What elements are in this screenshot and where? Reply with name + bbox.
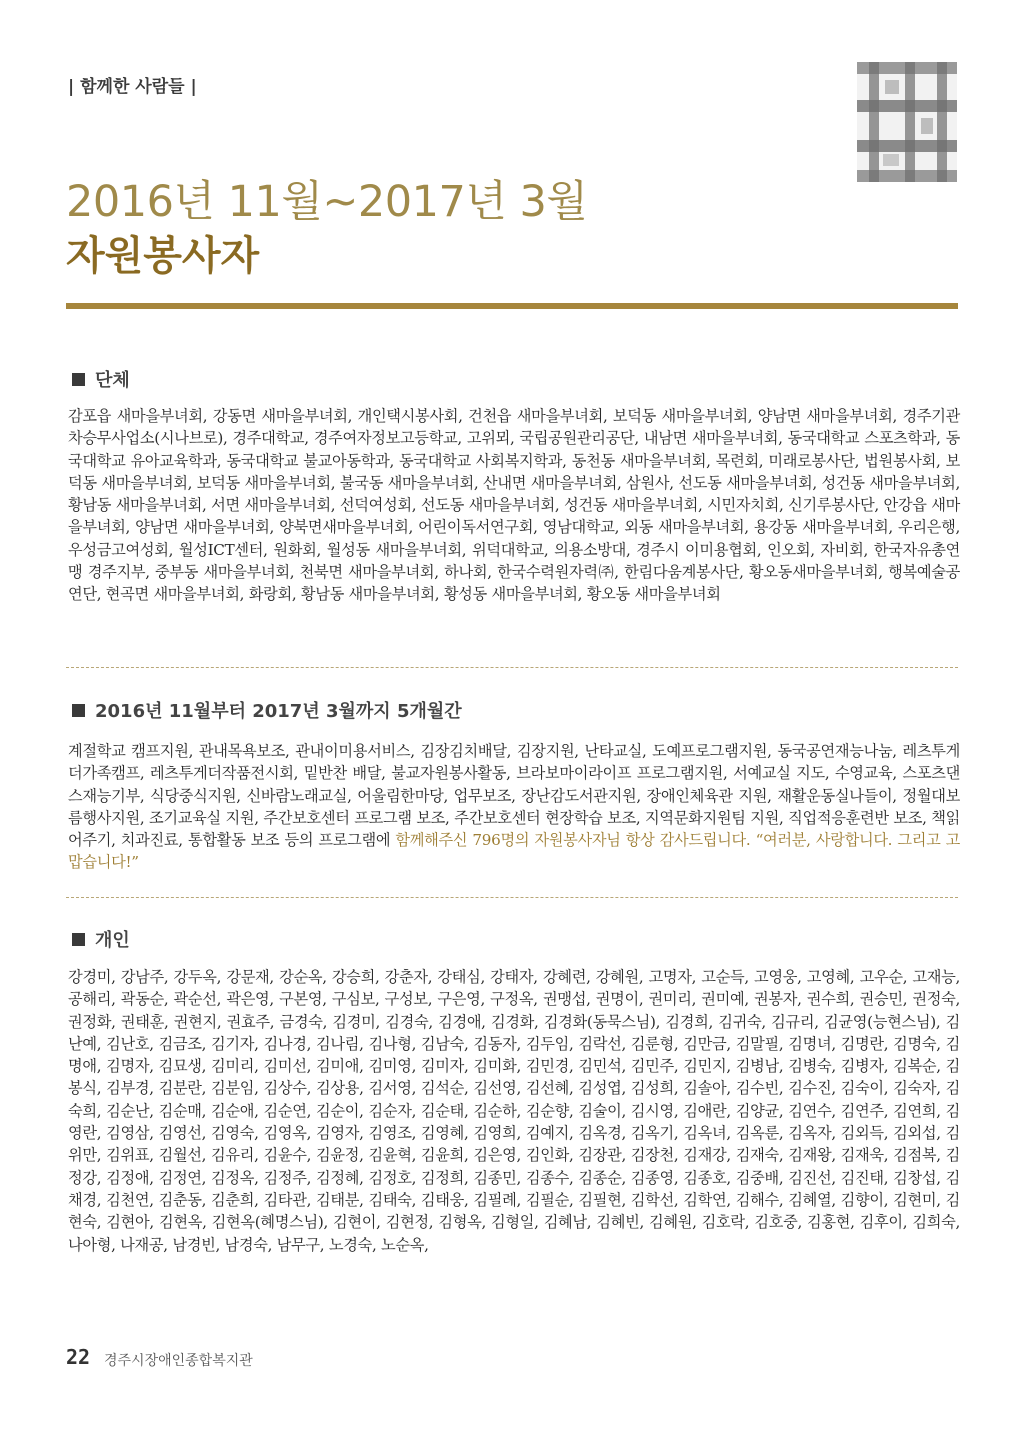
groups-list: 감포읍 새마을부녀회, 강동면 새마을부녀회, 개인택시봉사회, 건천읍 새마을부녀회, 보덕동 새마을부녀회, 양남면 새마을부녀회, 경주기관차승무사업소(시나브로), 경주대학교, 경주여자정보고등학교, 고위뫼, 국립공원관리공단, 내남면 새마을부녀회, 동국대학교 스포츠학과, 동국대학교 유아교육학과, 동국대학교 불교아동학과, 동국대학교 사회복지학과, 동천동 새마을부녀회, 목련회, 미래로봉사단, 법원봉사회, 보덕동 새마을부녀회, 보덕동 새마을부녀회, 불국동 새마을부녀회, 산내면 새마을부녀회, 삼원사, 선도동 새마을부녀회, 성건동 새마을부녀회, 황남동 새마을부녀회, 서면 새마을부녀회, 선덕여성회, 선도동 새마을부녀회, 성건동 새마을부녀회, 시민자치회, 신기루봉사단, 안강읍 새마을부녀회, 양남면 새마을부녀회, 양북면새마을부녀회, 어린이독서연구회, 영남대학교, 외동 새마을부녀회, 용강동 새마을부녀회, 우리은행, 우성금고여성회, 월성ICT센터, 원화회, 월성동 새마을부녀회, 위덕대학교, 의용소방대, 경주시 이미용협회, 인오회, 자비회, 한국자유총연맹 경주지부, 중부동 새마을부녀회, 천북면 새마을부녀회, 하나회, 한국수력원자력㈜, 한림다움계봉사단, 황오동새마을부녀회, 행복예술공연단, 현곡면 새마을부녀회, 화랑회, 황남동 새마을부녀회, 황성동 새마을부녀회, 황오동 새마을부녀회 <box>68 407 960 604</box>
footer-organization: 경주시장애인종합복지관 <box>104 1353 253 1369</box>
section-divider <box>66 667 958 668</box>
programs-text: 계절학교 캠프지원, 관내목욕보조, 관내이미용서비스, 김장김치배달, 김장지원, 난타교실, 도예프로그램지원, 동국공연재능나눔, 레츠투게더가족캠프, 레츠투게더작품전시회, 밑반찬 배달, 불교자원봉사활동, 브라보마이라이프 프로그램지원, 서예교실 지도, 수영교육, 스포츠댄스재능기부, 식당중식지원, 신바람노래교실, 어울림한마당, 업무보조, 장난감도서관지원, 장애인체육관 지원, 재활운동실나들이, 정월대보름행사지원, 조기교육실 지원, 주간보호센터 프로그램 보조, 주간보호센터 현장학습 보조, 지역문화지원팀 지원, 직업적응훈련반 보조, 책읽어주기, 치과진료, 통합활동 보조 등의 프로그램에 <box>68 742 960 850</box>
square-bullet-icon <box>72 373 85 386</box>
programs-heading <box>72 697 462 723</box>
individuals-heading-label: 개인 <box>95 930 130 951</box>
page-number: 22 <box>66 1345 91 1369</box>
page-title: 자원봉사자 <box>66 233 260 279</box>
programs-heading-label: 2016년 11월부터 2017년 3월까지 5개월간 <box>95 701 462 722</box>
square-bullet-icon <box>72 704 85 717</box>
groups-heading-label: 단체 <box>95 370 130 391</box>
individuals-heading <box>72 926 130 952</box>
programs-list <box>68 740 960 874</box>
section-divider <box>66 897 958 898</box>
title-divider <box>66 303 958 309</box>
section-tag: | 함께한 사람들 | <box>68 77 197 97</box>
individuals-list: 강경미, 강남주, 강두옥, 강문재, 강순옥, 강승희, 강춘자, 강태심, 강태자, 강혜련, 강혜원, 고명자, 고순득, 고영웅, 고영혜, 고우순, 고재능, 공해리, 곽동순, 곽순선, 곽은영, 구본영, 구심보, 구성보, 구은영, 구정옥, 권맹섭, 권명이, 권미리, 권미예, 권봉자, 권수희, 권승민, 권정숙, 권정화, 권태훈, 권현지, 권효주, 금경숙, 김경미, 김경숙, 김경애, 김경화, 김경화(동묵스님), 김경희, 김귀숙, 김규리, 김균영(능현스님), 김난예, 김난호, 김금조, 김기자, 김나경, 김나림, 김나형, 김남숙, 김동자, 김두임, 김락선, 김룬형, 김만금, 김말필, 김명녀, 김명란, 김명숙, 김명애, 김명자, 김묘생, 김미리, 김미선, 김미애, 김미영, 김미자, 김미화, 김민경, 김민석, 김민주, 김민지, 김병남, 김병숙, 김병자, 김복순, 김봉식, 김부경, 김분란, 김분임, 김상수, 김상용, 김서영, 김석순, 김선영, 김선혜, 김성엽, 김성희, 김솔아, 김수빈, 김수진, 김숙이, 김숙자, 김숙희, 김순난, 김순매, 김순애, 김순연, 김순이, 김순자, 김순태, 김순하, 김순향, 김술이, 김시영, 김애란, 김양균, 김연수, 김연주, 김연희, 김영란, 김영삼, 김영선, 김영숙, 김영옥, 김영자, 김영조, 김영혜, 김영희, 김예지, 김옥경, 김옥기, 김옥녀, 김옥룬, 김옥자, 김외득, 김외섭, 김위만, 김위표, 김월선, 김유리, 김윤수, 김윤정, 김윤혁, 김윤희, 김은영, 김인화, 김장관, 김장천, 김재강, 김재숙, 김재왕, 김재욱, 김점복, 김정강, 김정애, 김정연, 김정옥, 김정주, 김정혜, 김정호, 김정희, 김종민, 김종수, 김종순, 김종영, 김종호, 김중배, 김진선, 김진태, 김창섭, 김채경, 김천연, 김춘동, 김춘희, 김타관, 김태분, 김태숙, 김태웅, 김필례, 김필순, 김필현, 김학선, 김학연, 김해수, 김혜열, 김향이, 김현미, 김현숙, 김현아, 김현옥, 김현옥(혜명스님), 김현이, 김현정, 김형옥, 김형일, 김혜남, 김혜빈, 김혜원, 김호락, 김호중, 김홍현, 김후이, 김희숙, 나아형, 나재공, 남경빈, 남경숙, 남무구, 노경숙, 노순옥, <box>68 968 960 1254</box>
square-bullet-icon <box>72 933 85 946</box>
decorative-pattern <box>857 62 957 182</box>
title-period: 2016년 11월~2017년 3월 <box>66 177 588 227</box>
groups-heading <box>72 366 130 392</box>
thanks-message: 함께해주신 796명의 자원봉사자님 항상 감사드립니다. “여러분, 사랑합니다. 그리고 고맙습니다!” <box>68 831 961 872</box>
